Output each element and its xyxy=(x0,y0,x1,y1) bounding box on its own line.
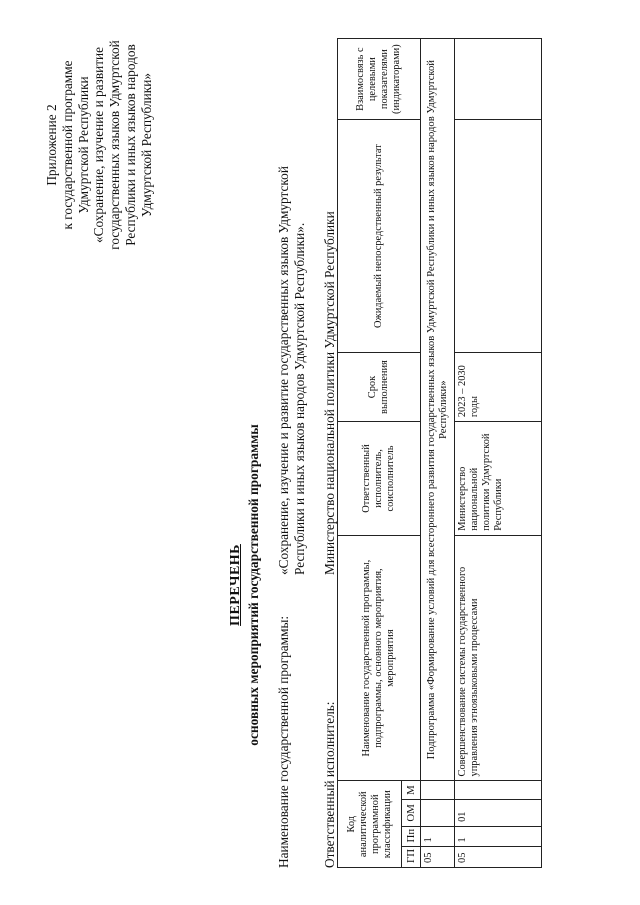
table-row xyxy=(455,39,542,868)
header-m: М xyxy=(402,781,421,799)
appendix-block xyxy=(44,35,155,255)
cell-indicators xyxy=(455,39,542,120)
program-value xyxy=(276,166,308,575)
cell-m xyxy=(455,781,542,799)
table-row xyxy=(421,39,455,868)
header-executor: Ответственный исполнитель, соисполнитель xyxy=(338,422,421,536)
header-code: Код аналитической программной классификации xyxy=(338,781,402,868)
appendix-line: к государственной программе xyxy=(59,60,75,230)
program-label: Наименование государственной программы: xyxy=(276,615,291,868)
cell-executor: Министерство национальной политики Удмуртской Республики xyxy=(455,422,542,536)
cell-m xyxy=(421,781,455,799)
program-value-line: Республики и иных языков народов Удмуртской Республики». xyxy=(292,222,307,575)
cell-term: 2023 – 2030 годы xyxy=(455,352,542,421)
cell-pp: 1 xyxy=(421,826,455,847)
header-name: Наименование государственной программы, подпрограммы, основного мероприятия, мероприятия xyxy=(338,535,421,781)
cell-result xyxy=(455,120,542,353)
cell-gp: 05 xyxy=(421,847,455,868)
appendix-line: Удмуртской Республики xyxy=(75,76,91,214)
cell-gp: 05 xyxy=(455,847,542,868)
cell-subprogram: Подпрограмма «Формирование условий для всестороннего развития государственных языков Удмуртской Республики и иных языков народов Удмуртской Республики» xyxy=(421,39,455,781)
appendix-line: «Сохранение, изучение и развитие xyxy=(91,46,107,244)
cell-pp: 1 xyxy=(455,826,542,847)
header-gp: ГП xyxy=(402,847,421,868)
program-value-line: «Сохранение, изучение и развитие государственных языков Удмуртской xyxy=(276,166,291,575)
header-indicators: Взаимосвязь с целевыми показателями (индикаторами) xyxy=(338,39,421,120)
document-subtitle: основных мероприятий государственной программы xyxy=(246,424,261,746)
header-result: Ожидаемый непосредственный результат xyxy=(338,120,421,353)
appendix-line: Республики и иных языков народов xyxy=(122,44,138,246)
cell-om xyxy=(421,799,455,826)
header-pp: Пп xyxy=(402,826,421,847)
executor-label: Ответственный исполнитель: xyxy=(322,701,337,868)
appendix-line: Приложение 2 xyxy=(44,104,59,186)
appendix-line: государственных языков Удмуртской xyxy=(107,40,123,250)
measures-table xyxy=(337,38,542,868)
appendix-line: Удмуртской Республики» xyxy=(138,73,154,217)
executor-value: Министерство национальной политики Удмуртской Республики xyxy=(322,211,337,575)
document-title: ПЕРЕЧЕНЬ xyxy=(228,544,243,626)
header-om: ОМ xyxy=(402,799,421,826)
cell-name: Совершенствование системы государственного управления этноязыковыми процессами xyxy=(455,535,542,781)
header-term: Срок выполнения xyxy=(338,352,421,421)
cell-om: 01 xyxy=(455,799,542,826)
